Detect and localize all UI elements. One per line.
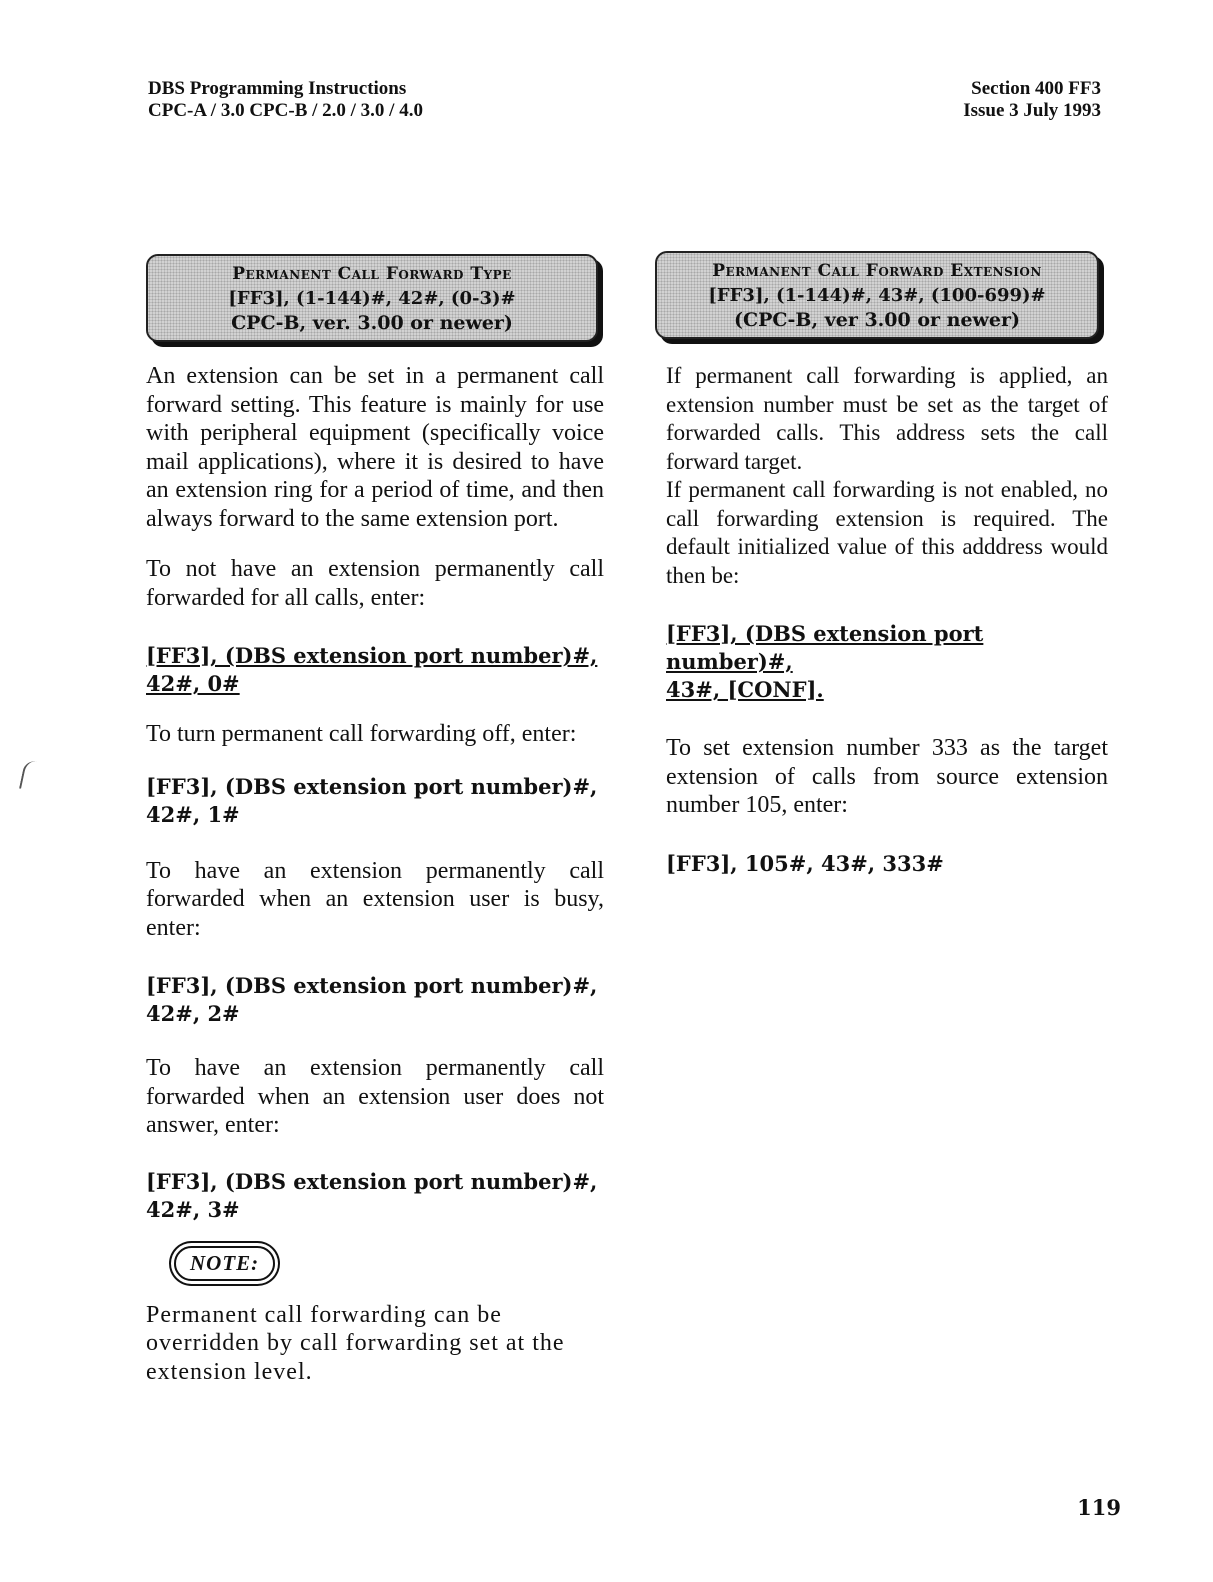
feature-box-title: Permanent Call Forward Type — [232, 264, 512, 284]
page-number: 119 — [1077, 1495, 1121, 1520]
doc-title: DBS Programming Instructions — [148, 78, 407, 99]
command-line: [FF3], (DBS extension port number)#, — [666, 621, 984, 674]
example-paragraph: To set extension number 333 as the target extension of calls from source extension number 105, enter: — [666, 735, 1108, 818]
document-header-right — [963, 78, 1101, 122]
command-type-3 — [146, 1168, 604, 1224]
not-enabled-paragraph: If permanent call forwarding is not enabled, no call forwarding extension is required. The default initialized value of this adddress would then be: — [666, 477, 1108, 588]
margin-pen-mark — [19, 759, 37, 791]
note-badge: NOTE: — [174, 1246, 275, 1281]
no-answer-paragraph: To have an extension permanently call forwarded when an extension user does not answer, enter: — [146, 1055, 604, 1138]
turn-off-paragraph: To turn permanent call forwarding off, enter: — [146, 721, 577, 747]
note-paragraph: Permanent call forwarding can be overridden by call forwarding set at the extension level. — [146, 1301, 565, 1385]
command-line: 42#, 0# — [146, 671, 240, 696]
feature-box-title: Permanent Call Forward Extension — [712, 261, 1042, 281]
command-line: 42#, 1# — [146, 801, 240, 827]
intro-paragraph: If permanent call forwarding is applied, an extension number must be set as the target of forwarded calls. This address sets the call forward target. — [666, 363, 1108, 474]
command-line: [FF3], (DBS extension port number)#, — [146, 773, 598, 799]
command-line: 42#, 3# — [146, 1196, 240, 1222]
command-type-2 — [146, 972, 604, 1028]
right-column — [666, 362, 1108, 878]
command-type-1 — [146, 773, 604, 829]
feature-box-version: (CPC-B, ver 3.00 or newer) — [734, 309, 1020, 331]
document-header-left — [148, 78, 423, 122]
busy-paragraph: To have an extension permanently call forwarded when an extension user is busy, enter: — [146, 857, 604, 941]
permanent-call-forward-extension-box — [655, 251, 1099, 339]
command-line: [FF3], (DBS extension port number)#, — [146, 1168, 598, 1194]
issue-date: Issue 3 July 1993 — [963, 100, 1101, 121]
feature-box-command: [FF3], (1-144)#, 43#, (100-699)# — [708, 285, 1046, 306]
intro-paragraph: An extension can be set in a permanent call forward setting. This feature is mainly for use with peripheral equipment (specifically voice mail applications), where it is desired to have an extension ring for a period of time, and then always forward to the same extension port. — [146, 363, 604, 532]
left-column — [146, 362, 604, 1386]
feature-box-command: [FF3], (1-144)#, 42#, (0-3)# — [228, 288, 516, 309]
section-label: Section 400 FF3 — [971, 78, 1101, 99]
not-forwarded-paragraph: To not have an extension permanently call forwarded for all calls, enter: — [146, 556, 604, 611]
command-line: 42#, 2# — [146, 1001, 240, 1026]
command-line: [FF3], (DBS extension port number)#, — [146, 643, 598, 668]
default-command — [666, 620, 1108, 704]
note-row — [146, 1246, 604, 1281]
example-command: [FF3], 105#, 43#, 333# — [666, 850, 944, 876]
command-line: [FF3], (DBS extension port number)#, — [146, 973, 598, 998]
doc-versions: CPC-A / 3.0 CPC-B / 2.0 / 3.0 / 4.0 — [148, 100, 423, 121]
feature-box-version: CPC-B, ver. 3.00 or newer) — [231, 312, 513, 334]
permanent-call-forward-type-box — [146, 254, 598, 342]
command-line: 43#, [CONF]. — [666, 677, 824, 702]
command-type-0 — [146, 642, 604, 698]
